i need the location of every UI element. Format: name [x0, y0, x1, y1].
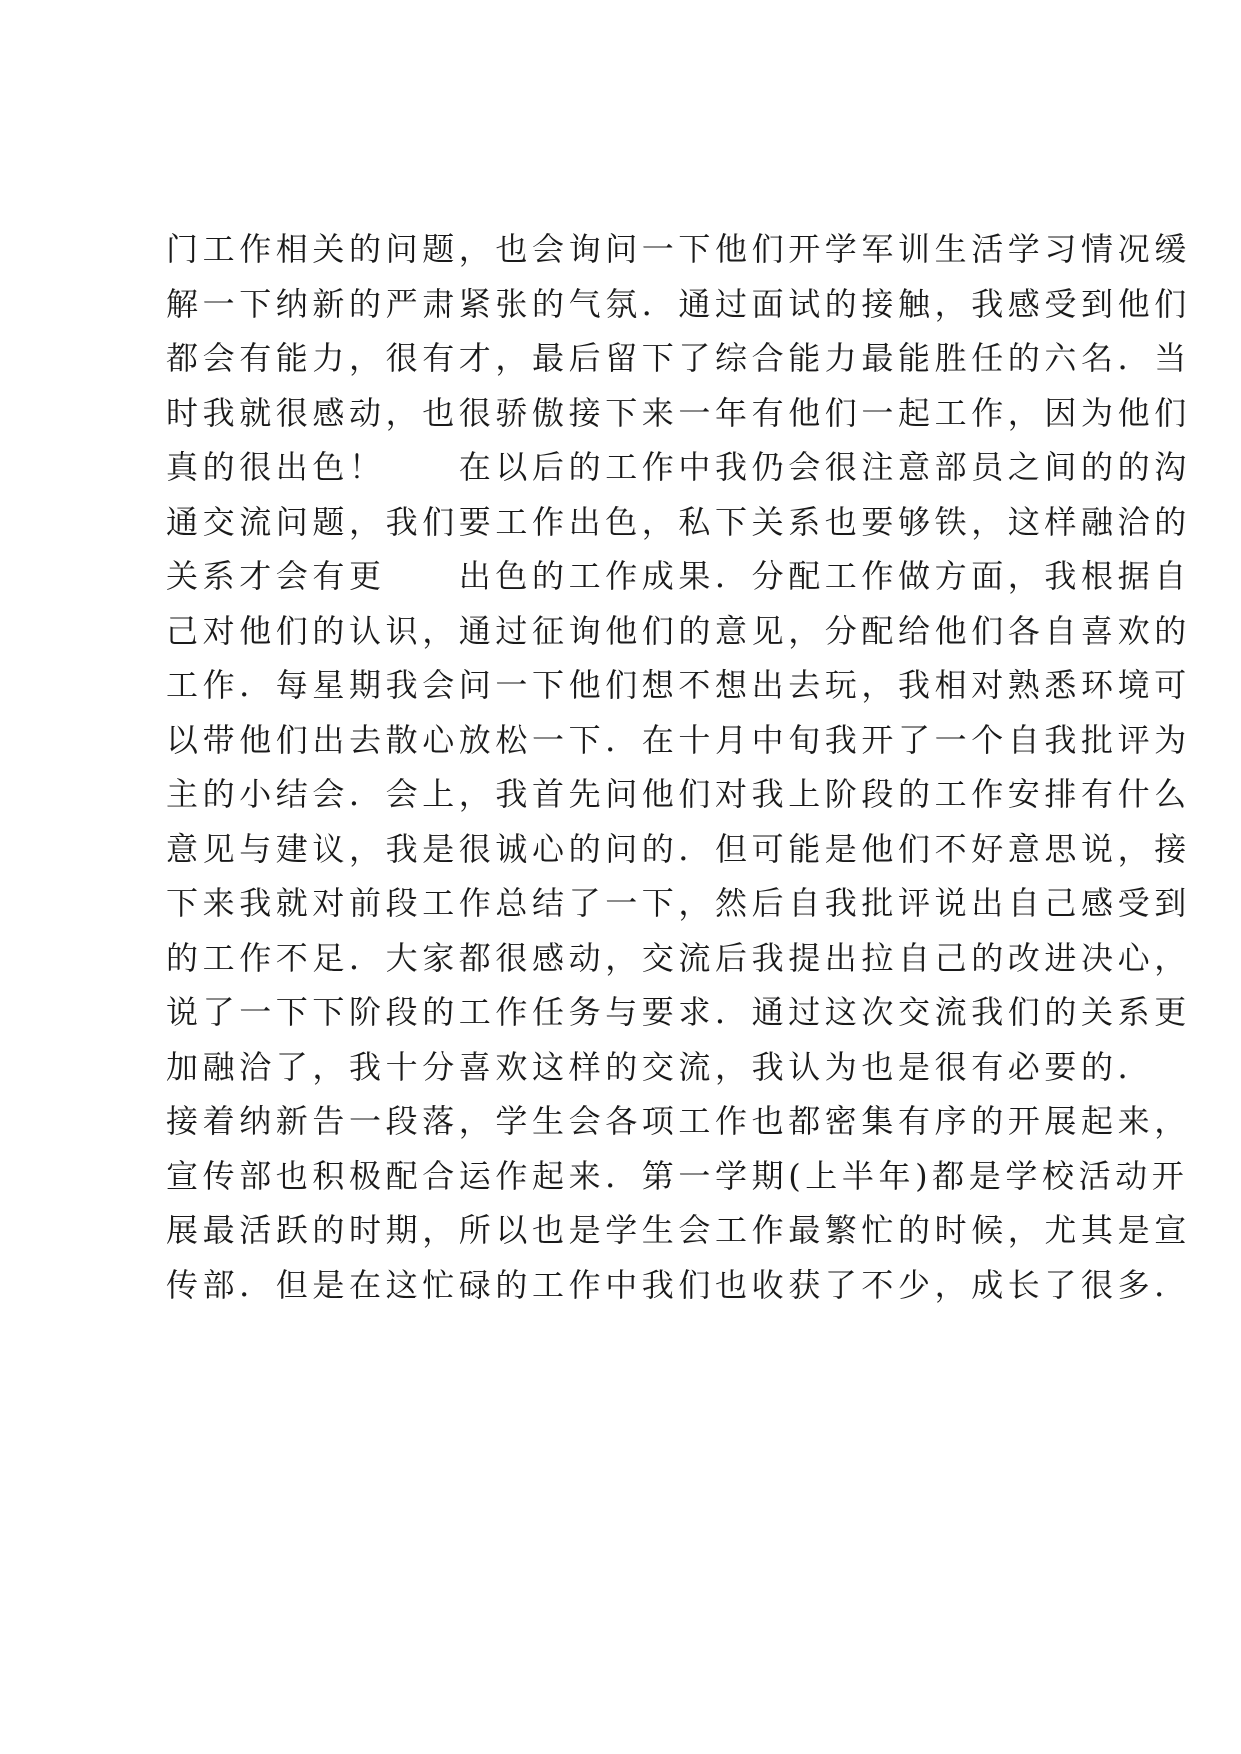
text-line: 宣传部也积极配合运作起来．第一学期(上半年)都是学校活动开 — [166, 1156, 1189, 1195]
text-line: 说了一下下阶段的工作任务与要求．通过这次交流我们的关系更 — [166, 993, 1191, 1031]
text-line: 意见与建议，我是很诚心的问的．但可能是他们不好意思说，接 — [166, 829, 1191, 868]
text-line: 传部．但是在这忙碌的工作中我们也收获了不少，成长了很多． — [166, 1265, 1191, 1304]
text-line: 主的小结会．会上，我首先问他们对我上阶段的工作安排有什么 — [166, 775, 1191, 813]
text-line: 展最活跃的时期，所以也是学生会工作最繁忙的时候，尤其是宣 — [166, 1211, 1191, 1249]
text-line: 工作．每星期我会问一下他们想不想出去玩，我相对熟悉环境可 — [166, 666, 1191, 704]
text-line: 以带他们出去散心放松一下．在十月中旬我开了一个自我批评为 — [166, 720, 1191, 759]
text-line: 的工作不足．大家都很感动，交流后我提出拉自己的改进决心， — [166, 938, 1191, 977]
text-line: 加融洽了，我十分喜欢这样的交流，我认为也是很有必要的． — [166, 1047, 1155, 1086]
text-line: 解一下纳新的严肃紧张的气氛．通过面试的接触，我感受到他们 — [166, 284, 1191, 323]
text-line: 通交流问题，我们要工作出色，私下关系也要够铁，这样融洽的 — [166, 502, 1191, 541]
text-line: 真的很出色！ 在以后的工作中我仍会很注意部员之间的的沟 — [166, 448, 1191, 486]
text-line: 下来我就对前段工作总结了一下，然后自我批评说出自己感受到 — [166, 884, 1191, 922]
text-line: 接着纳新告一段落，学生会各项工作也都密集有序的开展起来， — [166, 1102, 1191, 1140]
text-line: 时我就很感动，也很骄傲接下来一年有他们一起工作，因为他们 — [166, 393, 1191, 432]
body-text — [166, 222, 1191, 1312]
text-line: 门工作相关的问题，也会询问一下他们开学军训生活学习情况缓 — [166, 230, 1191, 268]
text-line: 己对他们的认识，通过征询他们的意见，分配给他们各自喜欢的 — [166, 611, 1191, 650]
text-line: 都会有能力，很有才，最后留下了综合能力最能胜任的六名．当 — [166, 339, 1191, 377]
text-line: 关系才会有更 出色的工作成果．分配工作做方面，我根据自 — [166, 557, 1191, 595]
